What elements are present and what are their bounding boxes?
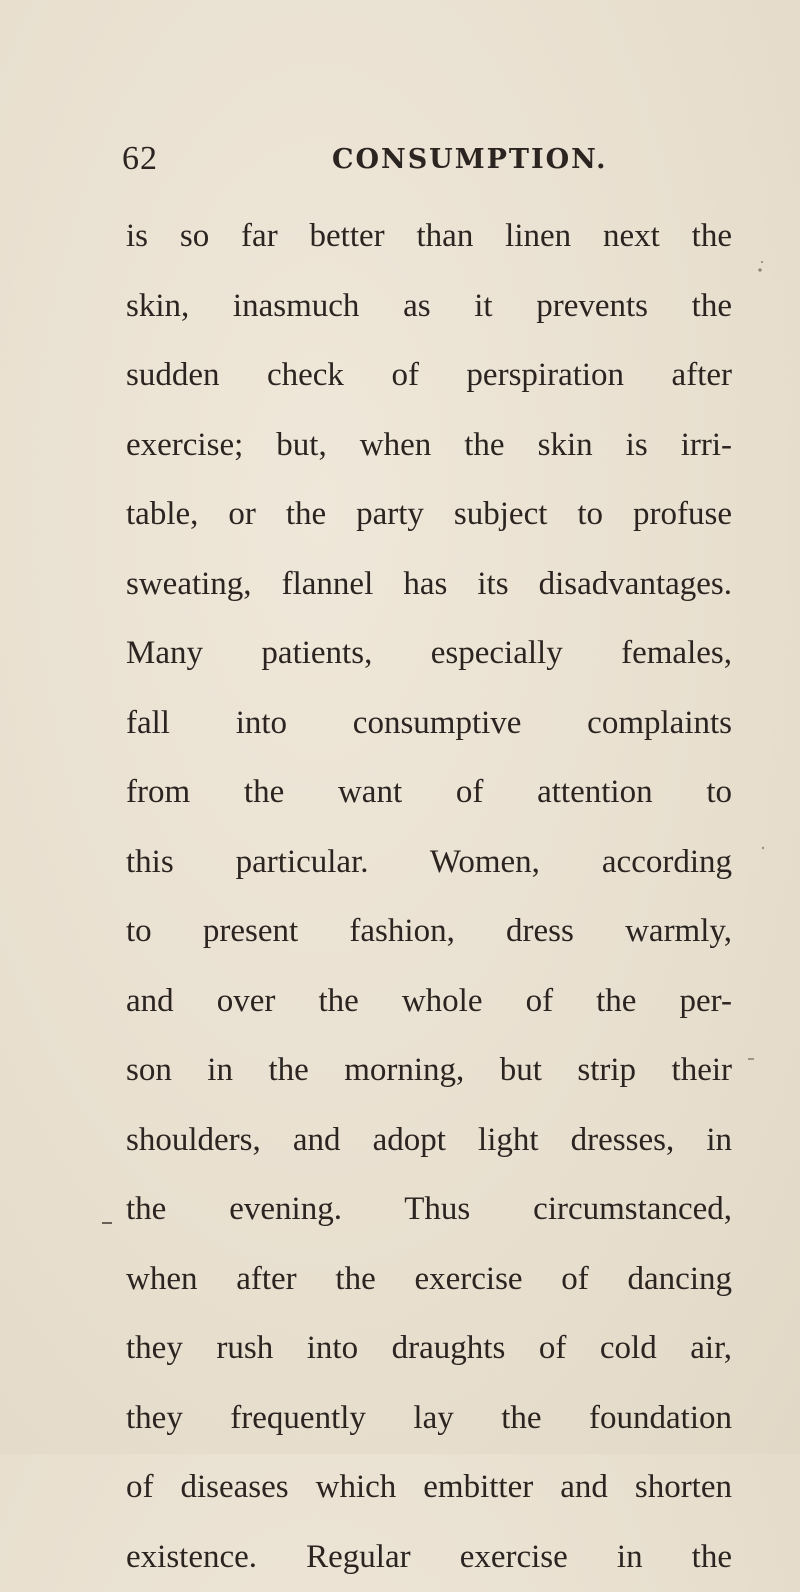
text-line: Many patients, especially females,	[126, 619, 732, 689]
text-line: shoulders, and adopt light dresses, in	[126, 1106, 732, 1176]
text-line: fall into consumptive complaints	[126, 689, 732, 759]
speck	[748, 1058, 754, 1060]
page-number: 62	[122, 140, 158, 178]
text-line: son in the morning, but strip their	[126, 1036, 732, 1106]
text-line: skin, inasmuch as it prevents the	[126, 272, 732, 342]
speck	[758, 268, 761, 271]
text-line: they frequently lay the foundation	[126, 1384, 732, 1454]
speck	[761, 261, 763, 263]
text-line: to present fashion, dress warmly,	[126, 897, 732, 967]
text-line: this particular. Women, according	[126, 828, 732, 898]
speck	[102, 1222, 112, 1224]
text-line: sweating, flannel has its disadvantages.	[126, 550, 732, 620]
text-line: they rush into draughts of cold air,	[126, 1314, 732, 1384]
text-line: the evening. Thus circumstanced,	[126, 1175, 732, 1245]
text-line: sudden check of perspiration after	[126, 341, 732, 411]
text-line: exercise; but, when the skin is irri-	[126, 411, 732, 481]
text-line: and over the whole of the per-	[126, 967, 732, 1037]
text-line: existence. Regular exercise in the	[126, 1523, 732, 1592]
speck	[762, 847, 764, 849]
text-line: is so far better than linen next the	[126, 202, 732, 272]
text-line: when after the exercise of dancing	[126, 1245, 732, 1315]
page-header	[122, 140, 742, 190]
body-text	[126, 202, 732, 1592]
running-head: CONSUMPTION.	[332, 144, 608, 175]
text-line: table, or the party subject to profuse	[126, 480, 732, 550]
text-line: from the want of attention to	[126, 758, 732, 828]
text-line: of diseases which embitter and shorten	[126, 1453, 732, 1523]
